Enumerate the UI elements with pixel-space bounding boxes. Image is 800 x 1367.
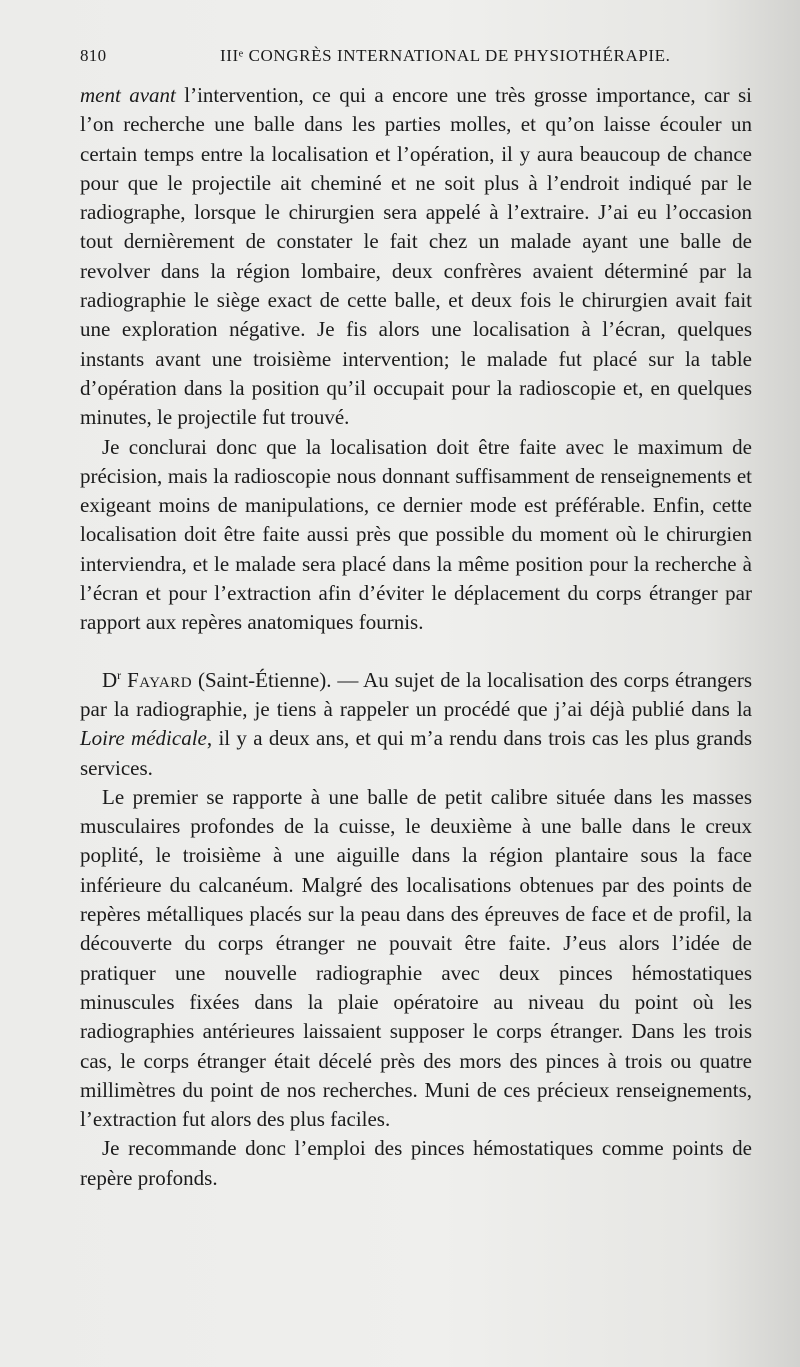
paragraph-continuation	[80, 81, 752, 433]
paragraph-text: , il y a deux ans, et qui m’a rendu dans trois cas les plus grands services.	[80, 726, 752, 780]
paragraph-text: (Saint-Étienne). — Au sujet de la localisation des corps étrangers par la radiographie, je tiens à rappeler un procédé que j’ai déjà publié dans la	[80, 667, 752, 721]
page-header	[80, 46, 752, 72]
paragraph-recommendation: Je recommande donc l’emploi des pinces hémostatiques comme points de repère profonds.	[80, 1136, 752, 1190]
paragraph-fayard	[80, 666, 752, 783]
paragraph-text: l’intervention, ce qui a encore une très grosse importance, car si l’on recherche une balle dans les parties molles, et qu’on laisse écouler un certain temps entre la localisation et l’opération, il y aura beaucoup de chance pour que le projectile ait cheminé et ne soit plus à l’endroit indiqué par le radiographe, lorsque le chirurgien sera appelé à l’extraire. J’ai eu l’occasion tout dernièrement de constater le fait chez un malade ayant une balle de revolver dans la région lombaire, deux confrères avaient déterminé par la radiographie le siège exact de cette balle, et deux fois le chirurgien avait fait une exploration négative. Je fis alors une localisation à l’écran, quelques instants avant une troisième intervention; le malade fut placé sur la table d’opération dans la position qu’il occupait pour la radioscopie et, en quelques minutes, le projectile fut trouvé.	[80, 83, 752, 430]
paragraph-conclusion: Je conclurai donc que la localisation doit être faite avec le maximum de précision, mais la radioscopie nous donnant suffisamment de renseignements et exigeant moins de manipulations, ce dernier mode est préférable. Enfin, cette localisation doit être faite aussi près que possible du moment où le chirurgien interviendra, et le malade sera placé dans la même position pour la recherche à l’écran et pour l’extraction afin d’éviter le déplacement du corps étranger par rapport aux repères anatomiques fournis.	[80, 434, 752, 635]
journal-title: Loire médicale	[80, 726, 207, 751]
running-head: IIIᵉ CONGRÈS INTERNATIONAL DE PHYSIOTHÉRAPIE.	[220, 46, 671, 65]
speaker-name: Fayard	[127, 667, 193, 692]
paragraph-cases: Le premier se rapporte à une balle de petit calibre située dans les masses musculaires profondes de la cuisse, le deuxième à une balle dans le creux poplité, le troisième à une aiguille dans la région plantaire sous la face inférieure du calcanéum. Malgré des localisations obtenues par des points de repères métalliques placés sur la peau dans des épreuves de face et de profil, la découverte du corps étranger ne pouvait être faite. J’eus alors l’idée de pratiquer une nouvelle radiographie avec deux pinces hémostatiques minuscules fixées dans la plaie opératoire au niveau du point où les radiographies antérieures laissaient supposer le corps étranger. Dans les trois cas, le corps étranger était décelé près des mors des pinces à trois ou quatre millimètres du point de nos recherches. Muni de ces précieux renseignements, l’extraction fut alors des plus faciles.	[80, 784, 752, 1132]
italic-phrase: ment avant	[80, 83, 176, 107]
title-dr: D	[102, 667, 118, 692]
title-dr-superscript: r	[117, 667, 122, 682]
page-number: 810	[80, 46, 107, 65]
body-text	[80, 81, 752, 1193]
